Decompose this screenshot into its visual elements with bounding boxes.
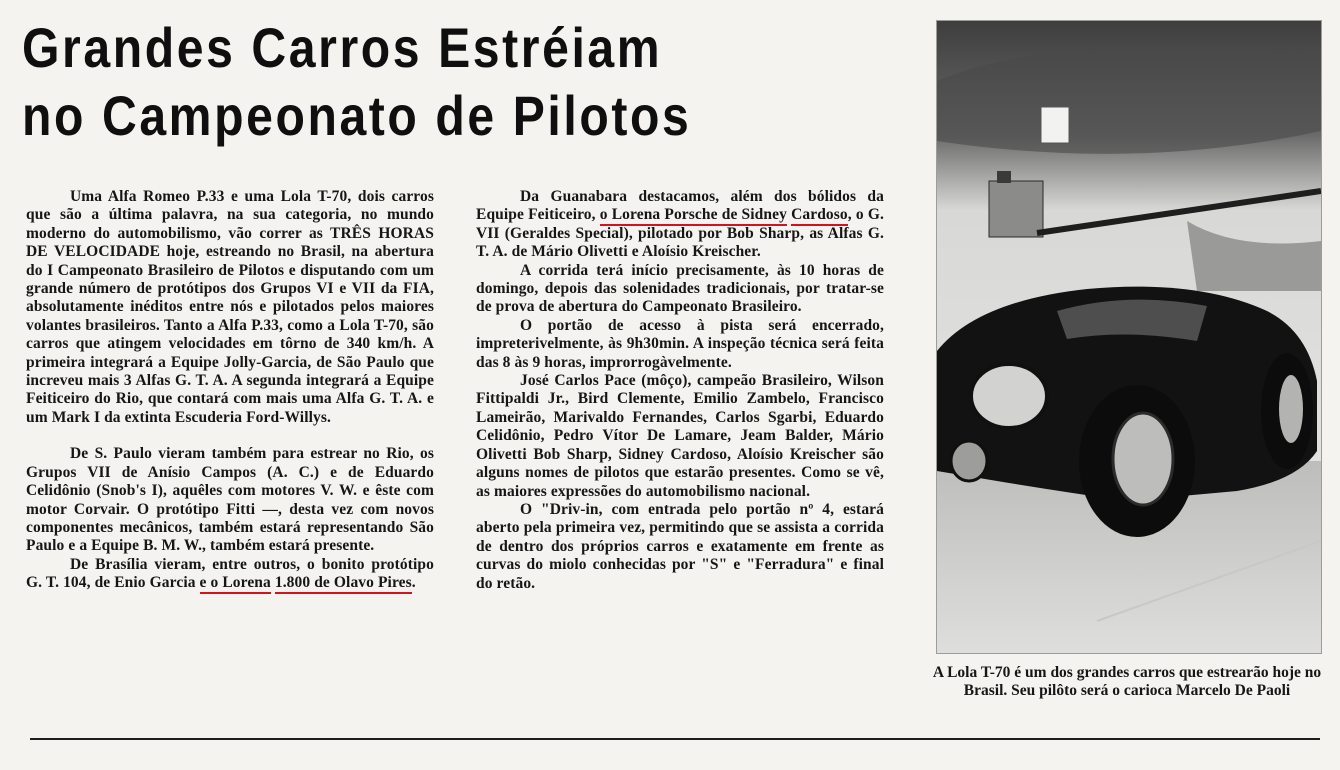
- paragraph: Uma Alfa Romeo P.33 e uma Lola T-70, dois carros que são a última palavra, na sua categoria, no mundo moderno do automobilismo, vão correr as TRÊS HORAS DE VELOCIDADE hoje, estreando no Brasil, na abertura do I Campeonato Brasileiro de Pilotos e disputando com um grande número de protótipos dos Grupos VI e VII da FIA, absolutamente inéditos entre nós e pilotados pelos maiores volantes brasileiros. Tanto a Alfa P.33, como a Lola T-70, são carros que atingem velocidades em tôrno de 340 km/h. A primeira integrará a Equipe Jolly-Garcia, de São Paulo que increveu mais 3 Alfas G. T. A. A segunda integrará a Equipe Feiticeiro do Rio, que contará com mais uma Alfa G. T. A. e um Mark I da extinta Escuderia Ford-Willys.: [26, 188, 434, 426]
- paragraph: O "Driv-in, com entrada pelo portão nº 4, estará aberto pela primeira vez, permitindo que se assista a corrida de dentro dos próprios carros e exatamente em frente as curvas do miolo conhecidas por "S" e "Ferradura" e final do retão.: [476, 500, 884, 592]
- highlight-underline: Cardoso: [791, 206, 848, 226]
- highlight-underline: 1.800 de Olavo Pires: [275, 574, 412, 594]
- paragraph: De S. Paulo vieram também para estrear no Rio, os Grupos VII de Anísio Campos (A. C.) e de Eduardo Celidônio (Snob's I), aquêles com motores V. W. e êste com motor Corvair. O protótipo Fitti —, desta vez com novos componentes mecânicos, também estará representando São Paulo e a Equipe B. M. W., também estará presente.: [26, 445, 434, 555]
- car-rear-wheel-rim: [1279, 375, 1303, 443]
- article-column-1: [26, 188, 434, 593]
- text-span: .: [411, 574, 416, 592]
- headline-line-2: no Campeonato de Pilotos: [22, 84, 692, 147]
- car-lamp: [951, 441, 987, 481]
- text-span: De Brasília vieram, entre outros, o bonito protótipo G. T. 104, de Enio Garcia: [26, 555, 434, 592]
- headline: [22, 14, 779, 150]
- paragraph: [26, 556, 434, 593]
- article-column-2: [476, 188, 884, 593]
- photo-caption: A Lola T-70 é um dos grandes carros que estrearão hoje no Brasil. Seu pilôto será o carioca Marcelo De Paoli: [932, 664, 1322, 700]
- fuel-can: [989, 181, 1043, 237]
- highlight-underline: o Lorena Porsche de Sidney: [600, 206, 787, 226]
- car-headlight: [971, 364, 1047, 428]
- race-car-illustration: [937, 21, 1321, 653]
- headline-line-1: Grandes Carros Estréiam: [22, 16, 663, 79]
- race-car-photo: [936, 20, 1322, 654]
- paragraph: O portão de acesso à pista será encerrado, impreterivelmente, às 9h30min. A inspeção técnica será feita das 8 às 9 horas, improrrogàvelmente.: [476, 316, 884, 371]
- paragraph: [476, 188, 884, 262]
- text-span: Da Guanabara destacamos, além dos bólidos da Equipe Feiticeiro,: [476, 188, 884, 224]
- paragraph: José Carlos Pace (môço), campeão Brasileiro, Wilson Fittipaldi Jr., Bird Clemente, Emilio Zambelo, Francisco Lameirão, Marivaldo Fernandes, Carlos Sgarbi, Eduardo Celidônio, Pedro Vítor De Lamare, Jeam Balder, Mário Olivetti Bob Sharp, Sidney Cardoso, Aloísio Kreischer são alguns nomes de pilotos que estarão presentes. Como se vê, as maiores expressões do automobilismo nacional.: [476, 372, 884, 500]
- fuel-can-cap: [997, 171, 1011, 183]
- paragraph: A corrida terá início precisamente, às 10 horas de domingo, depois das solenidades tradicionais, por tratar-se de prova de abertura do Campeonato Brasileiro.: [476, 261, 884, 316]
- wall-sign: [1041, 107, 1069, 143]
- car-front-wheel-rim: [1113, 413, 1173, 505]
- bottom-rule: [30, 738, 1320, 740]
- highlight-underline: e o Lorena: [200, 574, 271, 594]
- text-span: , o G. VII (Geraldes Special), pilotado por Bob Sharp, as Alfas G. T. A. de Mário Olivetti e Aloísio Kreischer.: [476, 206, 884, 261]
